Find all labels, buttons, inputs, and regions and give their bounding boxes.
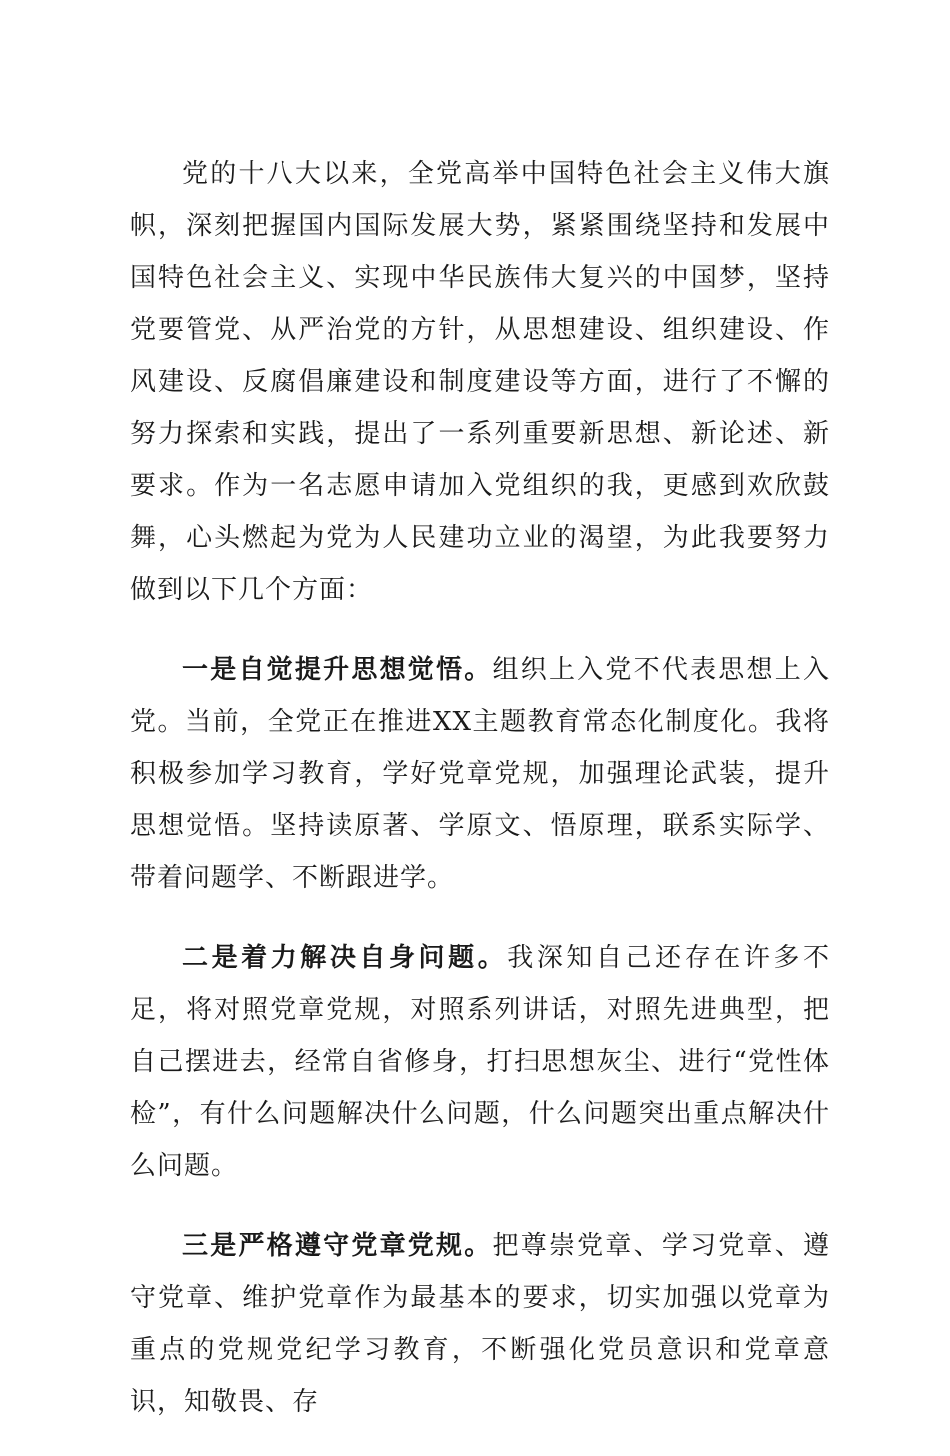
- paragraph-lead: 三是严格遵守党章党规。: [182, 1231, 493, 1261]
- paragraph-intro: [130, 148, 830, 616]
- paragraph-text: 党的十八大以来，全党高举中国特色社会主义伟大旗帜，深刻把握国内国际发展大势，紧紧围绕坚持和发展中国特色社会主义、实现中华民族伟大复兴的中国梦，坚持党要管党、从严治党的方针，从思想建设、组织建设、作风建设、反腐倡廉建设和制度建设等方面，进行了不懈的努力探索和实践，提出了一系列重要新思想、新论述、新要求。作为一名志愿申请加入党组织的我，更感到欢欣鼓舞，心头燃起为党为人民建功立业的渴望，为此我要努力做到以下几个方面：: [130, 159, 830, 605]
- paragraph-point-3: [130, 1220, 830, 1428]
- paragraph-lead: 一是自觉提升思想觉悟。: [182, 655, 493, 685]
- paragraph-lead: 二是着力解决自身问题。: [182, 943, 508, 973]
- paragraph-text: 我深知自己还存在许多不足，将对照党章党规，对照系列讲话，对照先进典型，把自己摆进去，经常自省修身，打扫思想灰尘、进行“党性体检”，有什么问题解决什么问题，什么问题突出重点解决什么问题。: [130, 943, 830, 1181]
- paragraph-text: 把尊崇党章、学习党章、遵守党章、维护党章作为最基本的要求，切实加强以党章为重点的党规党纪学习教育，不断强化党员意识和党章意识，知敬畏、存: [130, 1231, 830, 1417]
- paragraph-point-2: [130, 932, 830, 1192]
- paragraph-text: 组织上入党不代表思想上入党。当前，全党正在推进XX主题教育常态化制度化。我将积极参加学习教育，学好党章党规，加强理论武装，提升思想觉悟。坚持读原著、学原文、悟原理，联系实际学、带着问题学、不断跟进学。: [130, 655, 830, 893]
- paragraph-point-1: [130, 644, 830, 904]
- document-body: [130, 148, 830, 1456]
